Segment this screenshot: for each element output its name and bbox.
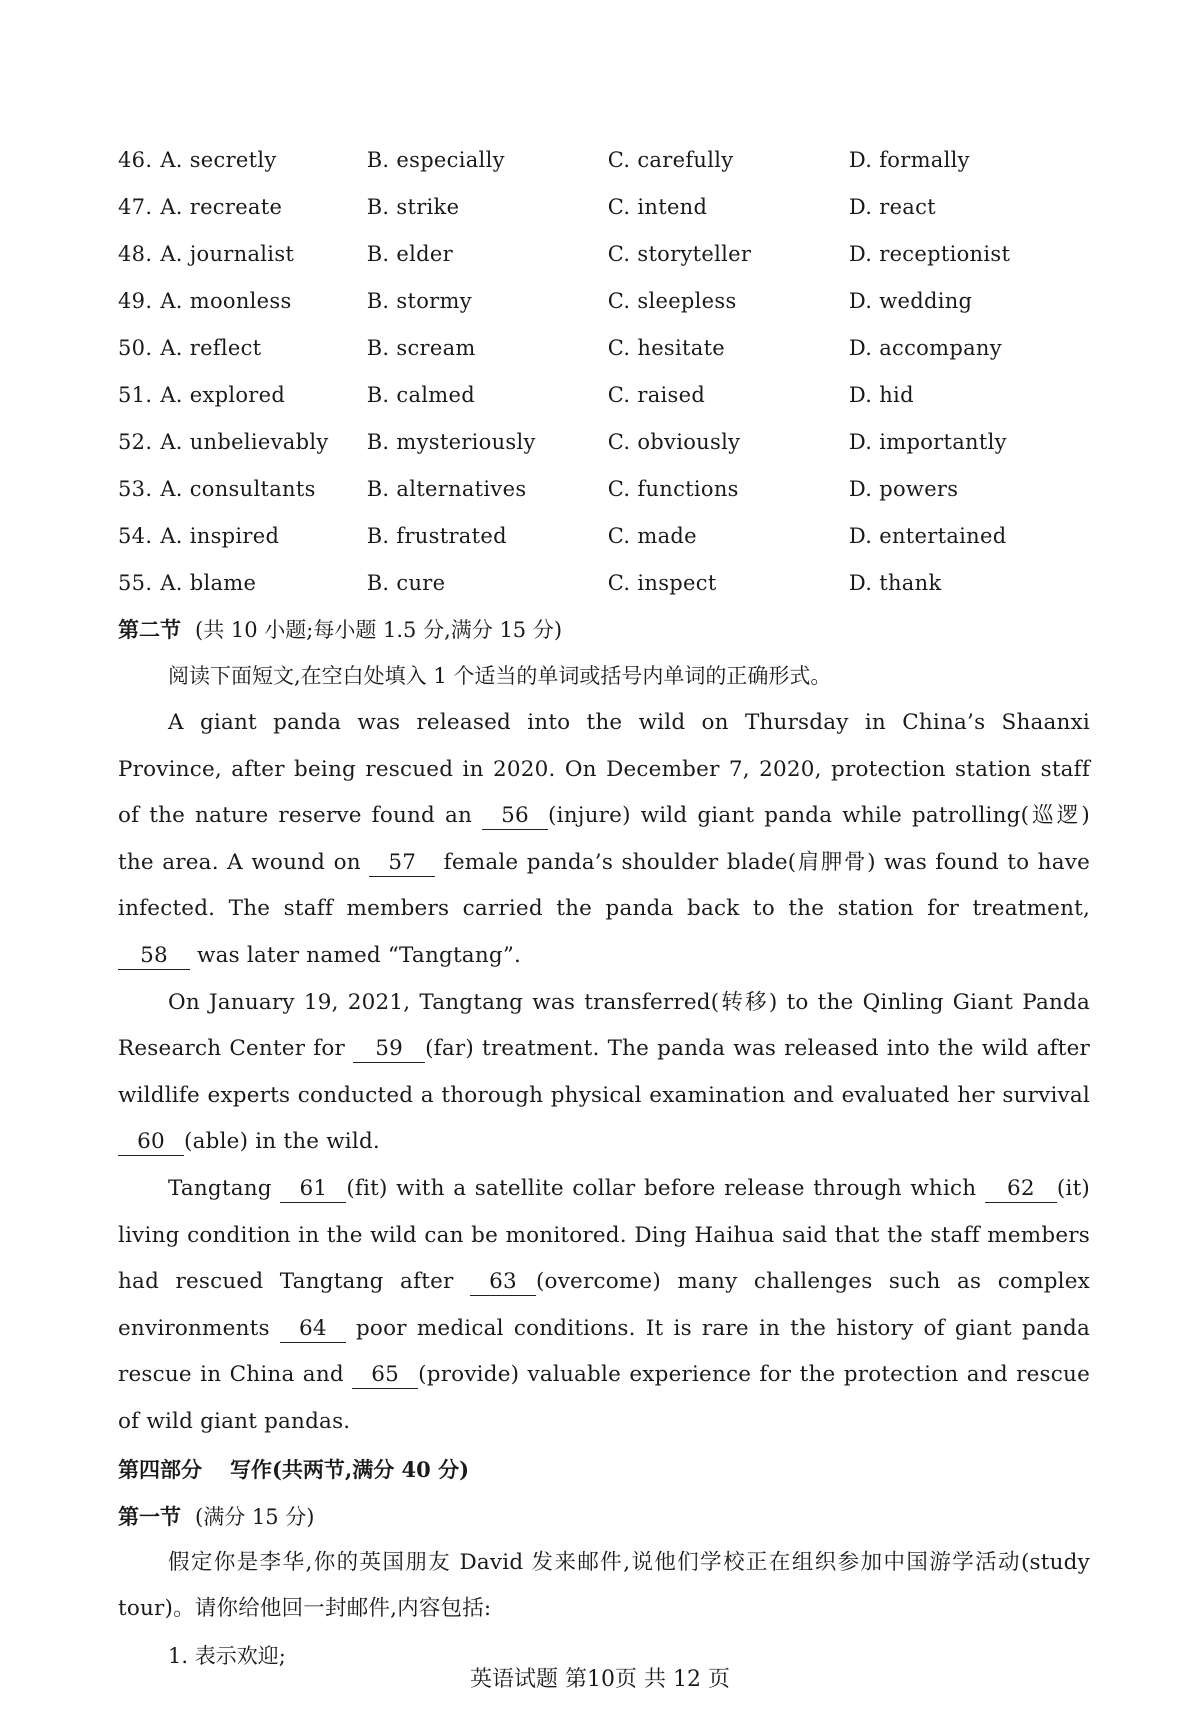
blank-65[interactable]: 65 [352,1362,418,1389]
option-d[interactable]: D. receptionist [848,241,1011,266]
section1-heading [118,1493,1090,1540]
option-row [118,512,1090,559]
option-row [118,465,1090,512]
writing-item-1: 1. 表示欢迎; [168,1643,286,1668]
blank-56[interactable]: 56 [482,803,548,830]
option-a[interactable]: A. journalist [160,241,295,266]
option-b[interactable]: B. frustrated [366,523,507,548]
option-a[interactable]: A. unbelievably [160,429,329,454]
option-b[interactable]: B. calmed [366,382,475,407]
option-c[interactable]: C. functions [607,476,739,501]
blank-57[interactable]: 57 [369,850,435,877]
option-c[interactable]: C. hesitate [607,335,726,360]
option-row [118,230,1090,277]
option-row [118,277,1090,324]
option-row [118,371,1090,418]
section2-instruction: 阅读下面短文,在空白处填入 1 个适当的单词或括号内单词的正确形式。 [168,664,832,688]
passage-paragraph-3: Tangtang 61 (fit) with a satellite collar before release through which 62 (it) living condition in the wild can be monitored. Ding Haihua said that the staff members had rescued Tangtang after 63 (overcome) many challenges such as complex environments 64 poor medical conditions. It is rare in the history of giant panda rescue in China and 65 (provide) valuable experience for the protection and rescue of wild giant pandas. [118,1175,1090,1434]
option-d[interactable]: D. react [848,194,936,219]
question-number: 51. [118,382,153,407]
option-c[interactable]: C. storyteller [607,241,752,266]
option-b[interactable]: B. cure [366,570,446,595]
option-row [118,418,1090,465]
blank-63[interactable]: 63 [470,1269,536,1296]
question-number: 55. [118,570,153,595]
option-a[interactable]: A. secretly [160,147,277,172]
blank-64[interactable]: 64 [280,1316,346,1343]
option-c[interactable]: C. sleepless [607,288,737,313]
options-table [118,136,1090,606]
option-b[interactable]: B. especially [366,147,505,172]
exam-page [118,136,1090,1680]
option-c[interactable]: C. intend [607,194,708,219]
option-c[interactable]: C. obviously [607,429,741,454]
option-b[interactable]: B. alternatives [366,476,527,501]
option-d[interactable]: D. importantly [848,429,1007,454]
option-b[interactable]: B. scream [366,335,476,360]
blank-61[interactable]: 61 [280,1176,346,1203]
option-d[interactable]: D. thank [848,570,942,595]
option-b[interactable]: B. elder [366,241,453,266]
option-a[interactable]: A. blame [160,570,257,595]
section2-title: 第二节 [118,617,181,642]
blank-62[interactable]: 62 [985,1176,1057,1203]
option-c[interactable]: C. carefully [607,147,734,172]
passage-paragraph-1: A giant panda was released into the wild on Thursday in China’s Shaanxi Province, after being rescued in 2020. On December 7, 2020, protection station staff of the nature reserve found an 56 (injure) wild giant panda while patrolling(巡逻) the area. A wound on 57 female panda’s shoulder blade(肩胛骨) was found to have infected. The staff members carried the panda back to the station for treatment, 58 was later named “Tangtang”. [118,710,1090,968]
blank-60[interactable]: 60 [118,1129,184,1156]
option-d[interactable]: D. accompany [848,335,1002,360]
question-number: 50. [118,335,153,360]
question-number: 46. [118,147,153,172]
passage-paragraph-2: On January 19, 2021, Tangtang was transferred(转移) to the Qinling Giant Panda Research Center for 59 (far) treatment. The panda was released into the wild after wildlife experts conducted a thorough physical examination and evaluated her survival 60 (able) in the wild. [118,989,1090,1155]
section1-title: 第一节 [118,1503,181,1529]
option-a[interactable]: A. recreate [160,194,283,219]
part4-heading [118,1446,1090,1493]
option-d[interactable]: D. formally [848,147,970,172]
option-row [118,559,1090,606]
page-footer: 英语试题 第10页 共 12 页 [470,1667,730,1692]
question-number: 48. [118,241,153,266]
option-row [118,183,1090,230]
option-d[interactable]: D. powers [848,476,959,501]
part4-subtitle: 写作(共两节,满分 40 分) [230,1456,470,1482]
section2-note: (共 10 小题;每小题 1.5 分,满分 15 分) [195,618,563,642]
question-number: 52. [118,429,153,454]
option-a[interactable]: A. reflect [160,335,262,360]
option-row [118,324,1090,371]
blank-59[interactable]: 59 [353,1036,425,1063]
option-b[interactable]: B. mysteriously [366,429,536,454]
option-a[interactable]: A. consultants [160,476,316,501]
part4-title: 第四部分 [118,1456,202,1482]
option-a[interactable]: A. moonless [160,288,292,313]
option-c[interactable]: C. inspect [607,570,717,595]
option-row [118,136,1090,183]
question-number: 49. [118,288,153,313]
option-d[interactable]: D. hid [848,382,914,407]
option-c[interactable]: C. raised [607,382,706,407]
question-number: 47. [118,194,153,219]
option-b[interactable]: B. stormy [366,288,472,313]
option-c[interactable]: C. made [607,523,697,548]
blank-58[interactable]: 58 [118,943,190,970]
option-d[interactable]: D. entertained [848,523,1007,548]
option-a[interactable]: A. explored [160,382,286,407]
option-d[interactable]: D. wedding [848,288,973,313]
writing-prompt: 假定你是李华,你的英国朋友 David 发来邮件,说他们学校正在组织参加中国游学活动(study tour)。请你给他回一封邮件,内容包括: [118,1549,1090,1622]
option-b[interactable]: B. strike [366,194,460,219]
section1-note: (满分 15 分) [195,1504,315,1529]
section2-heading [118,606,1090,653]
question-number: 54. [118,523,153,548]
question-number: 53. [118,476,153,501]
option-a[interactable]: A. inspired [160,523,280,548]
